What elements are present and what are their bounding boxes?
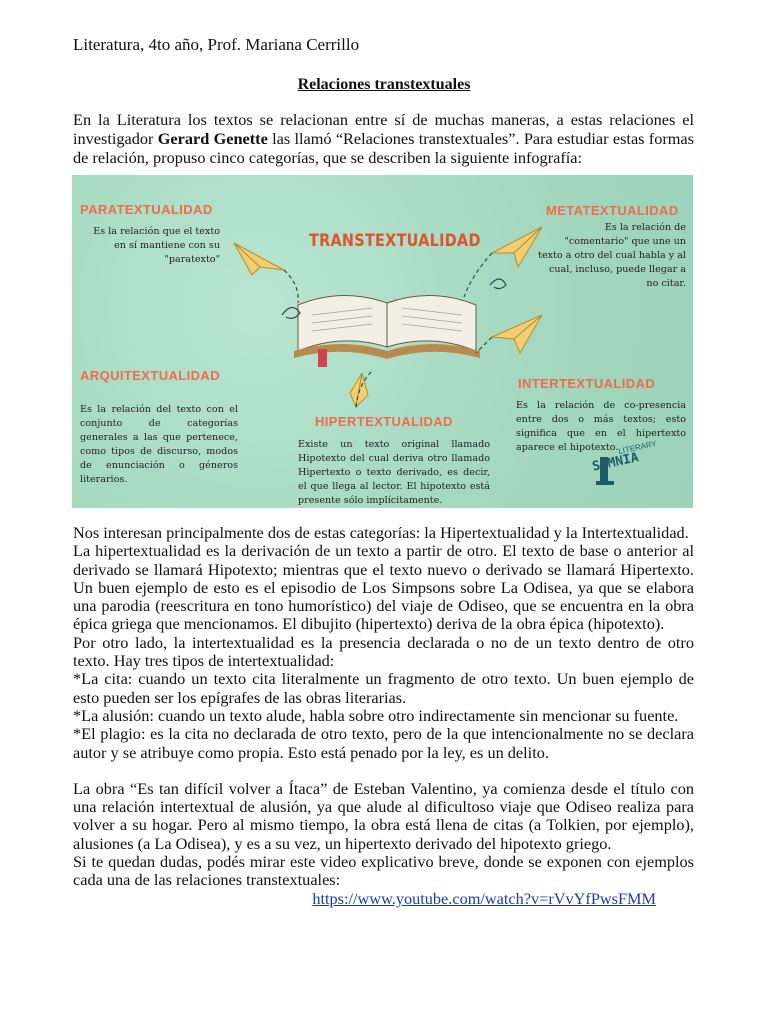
paragraph: La hipertextualidad es la derivación de un texto a partir de otro. El texto de base o anterior al derivado se llamará Hipotexto; mientras que el texto nuevo o derivado se llamará Hipertexto. Un buen ejemplo de esto es el episodio de Los Simpsons sobre La Odisea, ya que se elabora una parodia (reescritura en tono humorístico) del viaje de Odiseo, que se encuentra en la obra épica griega que mencionamos. El dibujito (hipertexto) deriva de la obra épica (hipotexto). bbox=[73, 541, 694, 634]
desc-paratextualidad: Es la relación que el texto en sí mantiene con su "paratexto" bbox=[93, 226, 220, 265]
open-book-icon bbox=[294, 295, 480, 367]
intro-text-1: En la Literatura los textos se relacionan entre sí de muchas maneras, a estas relaciones el investigador bbox=[73, 110, 694, 148]
desc-hipertextualidad: Existe un texto original llamado Hipotexto del cual deriva otro llamado Hipertexto o texto derivado, es decir, el que llega al lector. El hipotexto está presente sólo implícitamente. bbox=[298, 439, 490, 506]
infographic bbox=[72, 175, 693, 508]
logo-literary-text: LITERARY bbox=[617, 439, 658, 456]
paragraph: Si te quedan dudas, podés mirar este video explicativo breve, donde se exponen con ejemplos cada una de las relaciones transtextuales: bbox=[73, 852, 694, 890]
category-metatextualidad: METATEXTUALIDAD bbox=[546, 203, 679, 218]
paragraph: *La alusión: cuando un texto alude, habla sobre otro indirectamente sin mencionar su fuente. bbox=[73, 705, 679, 725]
paragraph: Nos interesan principalmente dos de estas categorías: la Hipertextualidad y la Intertextualidad. bbox=[73, 523, 689, 542]
logo-somnia-text: SOMNIA bbox=[590, 450, 641, 475]
category-paratextualidad: PARATEXTUALIDAD bbox=[80, 202, 213, 217]
category-hipertextualidad: HIPERTEXTUALIDAD bbox=[315, 414, 453, 429]
infographic-main-title: TRANSTEXTUALIDAD bbox=[309, 231, 481, 251]
intro-text-2: las llamó “Relaciones transtextuales”. Para estudiar estas formas de relación, propuso cinco categorías, que se describen la siguiente infografía: bbox=[73, 129, 694, 167]
youtube-link[interactable]: https://www.youtube.com/watch?v=rVvYfPwsFMM bbox=[312, 888, 656, 908]
desc-arquitextualidad: Es la relación del texto con el conjunto de categorías generales a las que pertenece, como tipos de discurso, modos de enunciación o géneros literarios. bbox=[80, 404, 238, 485]
body-text bbox=[73, 524, 694, 908]
paragraph: Por otro lado, la intertextualidad es la presencia declarada o no de un texto dentro de otro texto. Hay tres tipos de intertextualidad: bbox=[73, 632, 694, 671]
author-name: Gerard Genette bbox=[157, 129, 268, 148]
paragraph: *El plagio: es la cita no declarada de otro texto, pero de la que intencionalmente no se declara autor y se atribuye como propia. Esto está penado por la ley, es un delito. bbox=[73, 724, 694, 762]
header-line: Literatura, 4to año, Prof. Mariana Cerrillo bbox=[73, 35, 360, 54]
desc-metatextualidad: Es la relación de "comentario" que une un texto a otro del cual habla y al cual, incluso, puede llegar a no citar. bbox=[538, 222, 686, 289]
paragraph: La obra “Es tan difícil volver a Ítaca” de Esteban Valentino, ya comienza desde el título con una relación intertextual de alusión, ya que alude al dificultoso viaje que Odiseo realiza para volver a su hogar. Pero al mismo tiempo, la obra está llena de citas (a Tolkien, por ejemplo), alusiones (a La Odisea), y es a su vez, un hipertexto derivado del hipotexto griego. bbox=[73, 778, 694, 853]
intro-paragraph bbox=[73, 110, 694, 167]
category-intertextualidad: INTERTEXTUALIDAD bbox=[518, 376, 656, 391]
document-title: Relaciones transtextuales bbox=[297, 76, 471, 93]
paragraph: *La cita: cuando un texto cita literalmente un fragmento de otro texto. Un buen ejemplo de esto pueden ser los epígrafes de las obras literarias. bbox=[73, 669, 694, 707]
category-arquitextualidad: ARQUITEXTUALIDAD bbox=[80, 368, 221, 383]
desc-intertextualidad: Es la relación de co-presencia entre dos o más textos; esto significa que en el hipertexto aparece el hipotexto. bbox=[516, 400, 686, 453]
